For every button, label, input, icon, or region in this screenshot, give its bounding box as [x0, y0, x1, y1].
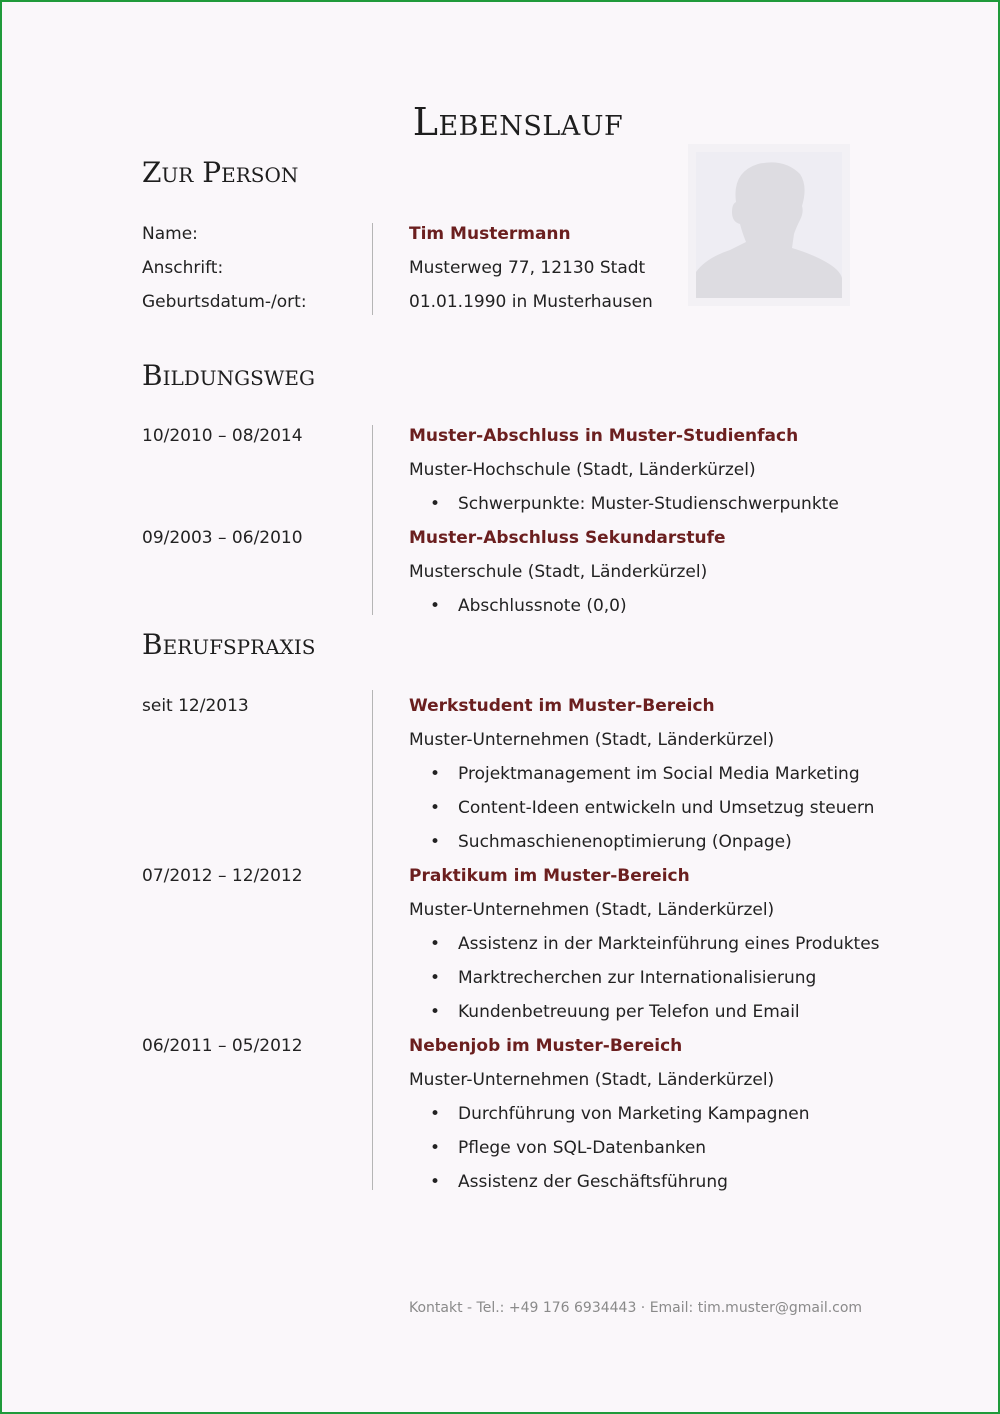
experience-title: Werkstudent im Muster-Bereich: [409, 696, 715, 716]
experience-detail: Projektmanagement im Social Media Marketing: [458, 764, 860, 784]
bullet-icon: •: [430, 798, 441, 818]
bullet-icon: •: [430, 934, 441, 954]
address-label: Anschrift:: [142, 258, 224, 278]
experience-period: 07/2012 – 12/2012: [142, 866, 303, 886]
divider-experience: [372, 690, 373, 1190]
education-period: 10/2010 – 08/2014: [142, 426, 303, 446]
contact-footer: Kontakt - Tel.: +49 176 6934443 · Email: tim.muster@gmail.com: [409, 1300, 863, 1316]
experience-detail: Durchführung von Marketing Kampagnen: [458, 1104, 810, 1124]
bullet-icon: •: [430, 596, 441, 616]
bullet-icon: •: [430, 968, 441, 988]
education-org: Muster-Hochschule (Stadt, Länderkürzel): [409, 460, 756, 480]
education-detail: Abschlussnote (0,0): [458, 596, 627, 616]
experience-detail: Content-Ideen entwickeln und Umsetzug steuern: [458, 798, 875, 818]
bullet-icon: •: [430, 1104, 441, 1124]
birth-value: 01.01.1990 in Musterhausen: [409, 292, 653, 312]
education-title: Muster-Abschluss in Muster-Studienfach: [409, 426, 799, 446]
experience-org: Muster-Unternehmen (Stadt, Länderkürzel): [409, 1070, 775, 1090]
experience-org: Muster-Unternehmen (Stadt, Länderkürzel): [409, 900, 775, 920]
bullet-icon: •: [430, 1172, 441, 1192]
bullet-icon: •: [430, 1138, 441, 1158]
experience-detail: Assistenz in der Markteinführung eines Produktes: [458, 934, 880, 954]
person-silhouette-icon: [696, 152, 842, 298]
name-value: Tim Mustermann: [409, 224, 571, 244]
experience-detail: Marktrecherchen zur Internationalisierung: [458, 968, 817, 988]
divider-education: [372, 425, 373, 615]
bullet-icon: •: [430, 1002, 441, 1022]
education-period: 09/2003 – 06/2010: [142, 528, 303, 548]
education-detail: Schwerpunkte: Muster-Studienschwerpunkte: [458, 494, 839, 514]
section-heading-education: Bildungsweg: [142, 359, 315, 392]
name-label: Name:: [142, 224, 198, 244]
education-title: Muster-Abschluss Sekundarstufe: [409, 528, 726, 548]
divider-person: [372, 223, 373, 315]
experience-period: 06/2011 – 05/2012: [142, 1036, 303, 1056]
profile-photo: [696, 152, 842, 298]
experience-detail: Assistenz der Geschäftsführung: [458, 1172, 728, 1192]
section-heading-experience: Berufspraxis: [142, 628, 316, 661]
experience-detail: Suchmaschienenoptimierung (Onpage): [458, 832, 792, 852]
experience-org: Muster-Unternehmen (Stadt, Länderkürzel): [409, 730, 775, 750]
experience-detail: Kundenbetreuung per Telefon und Email: [458, 1002, 800, 1022]
bullet-icon: •: [430, 832, 441, 852]
education-org: Musterschule (Stadt, Länderkürzel): [409, 562, 708, 582]
birth-label: Geburtsdatum-/ort:: [142, 292, 307, 312]
address-value: Musterweg 77, 12130 Stadt: [409, 258, 646, 278]
page-title: Lebenslauf: [412, 100, 624, 144]
experience-detail: Pflege von SQL-Datenbanken: [458, 1138, 707, 1158]
experience-title: Praktikum im Muster-Bereich: [409, 866, 690, 886]
section-heading-person: Zur Person: [142, 156, 299, 189]
experience-period: seit 12/2013: [142, 696, 249, 716]
bullet-icon: •: [430, 494, 441, 514]
experience-title: Nebenjob im Muster-Bereich: [409, 1036, 683, 1056]
bullet-icon: •: [430, 764, 441, 784]
